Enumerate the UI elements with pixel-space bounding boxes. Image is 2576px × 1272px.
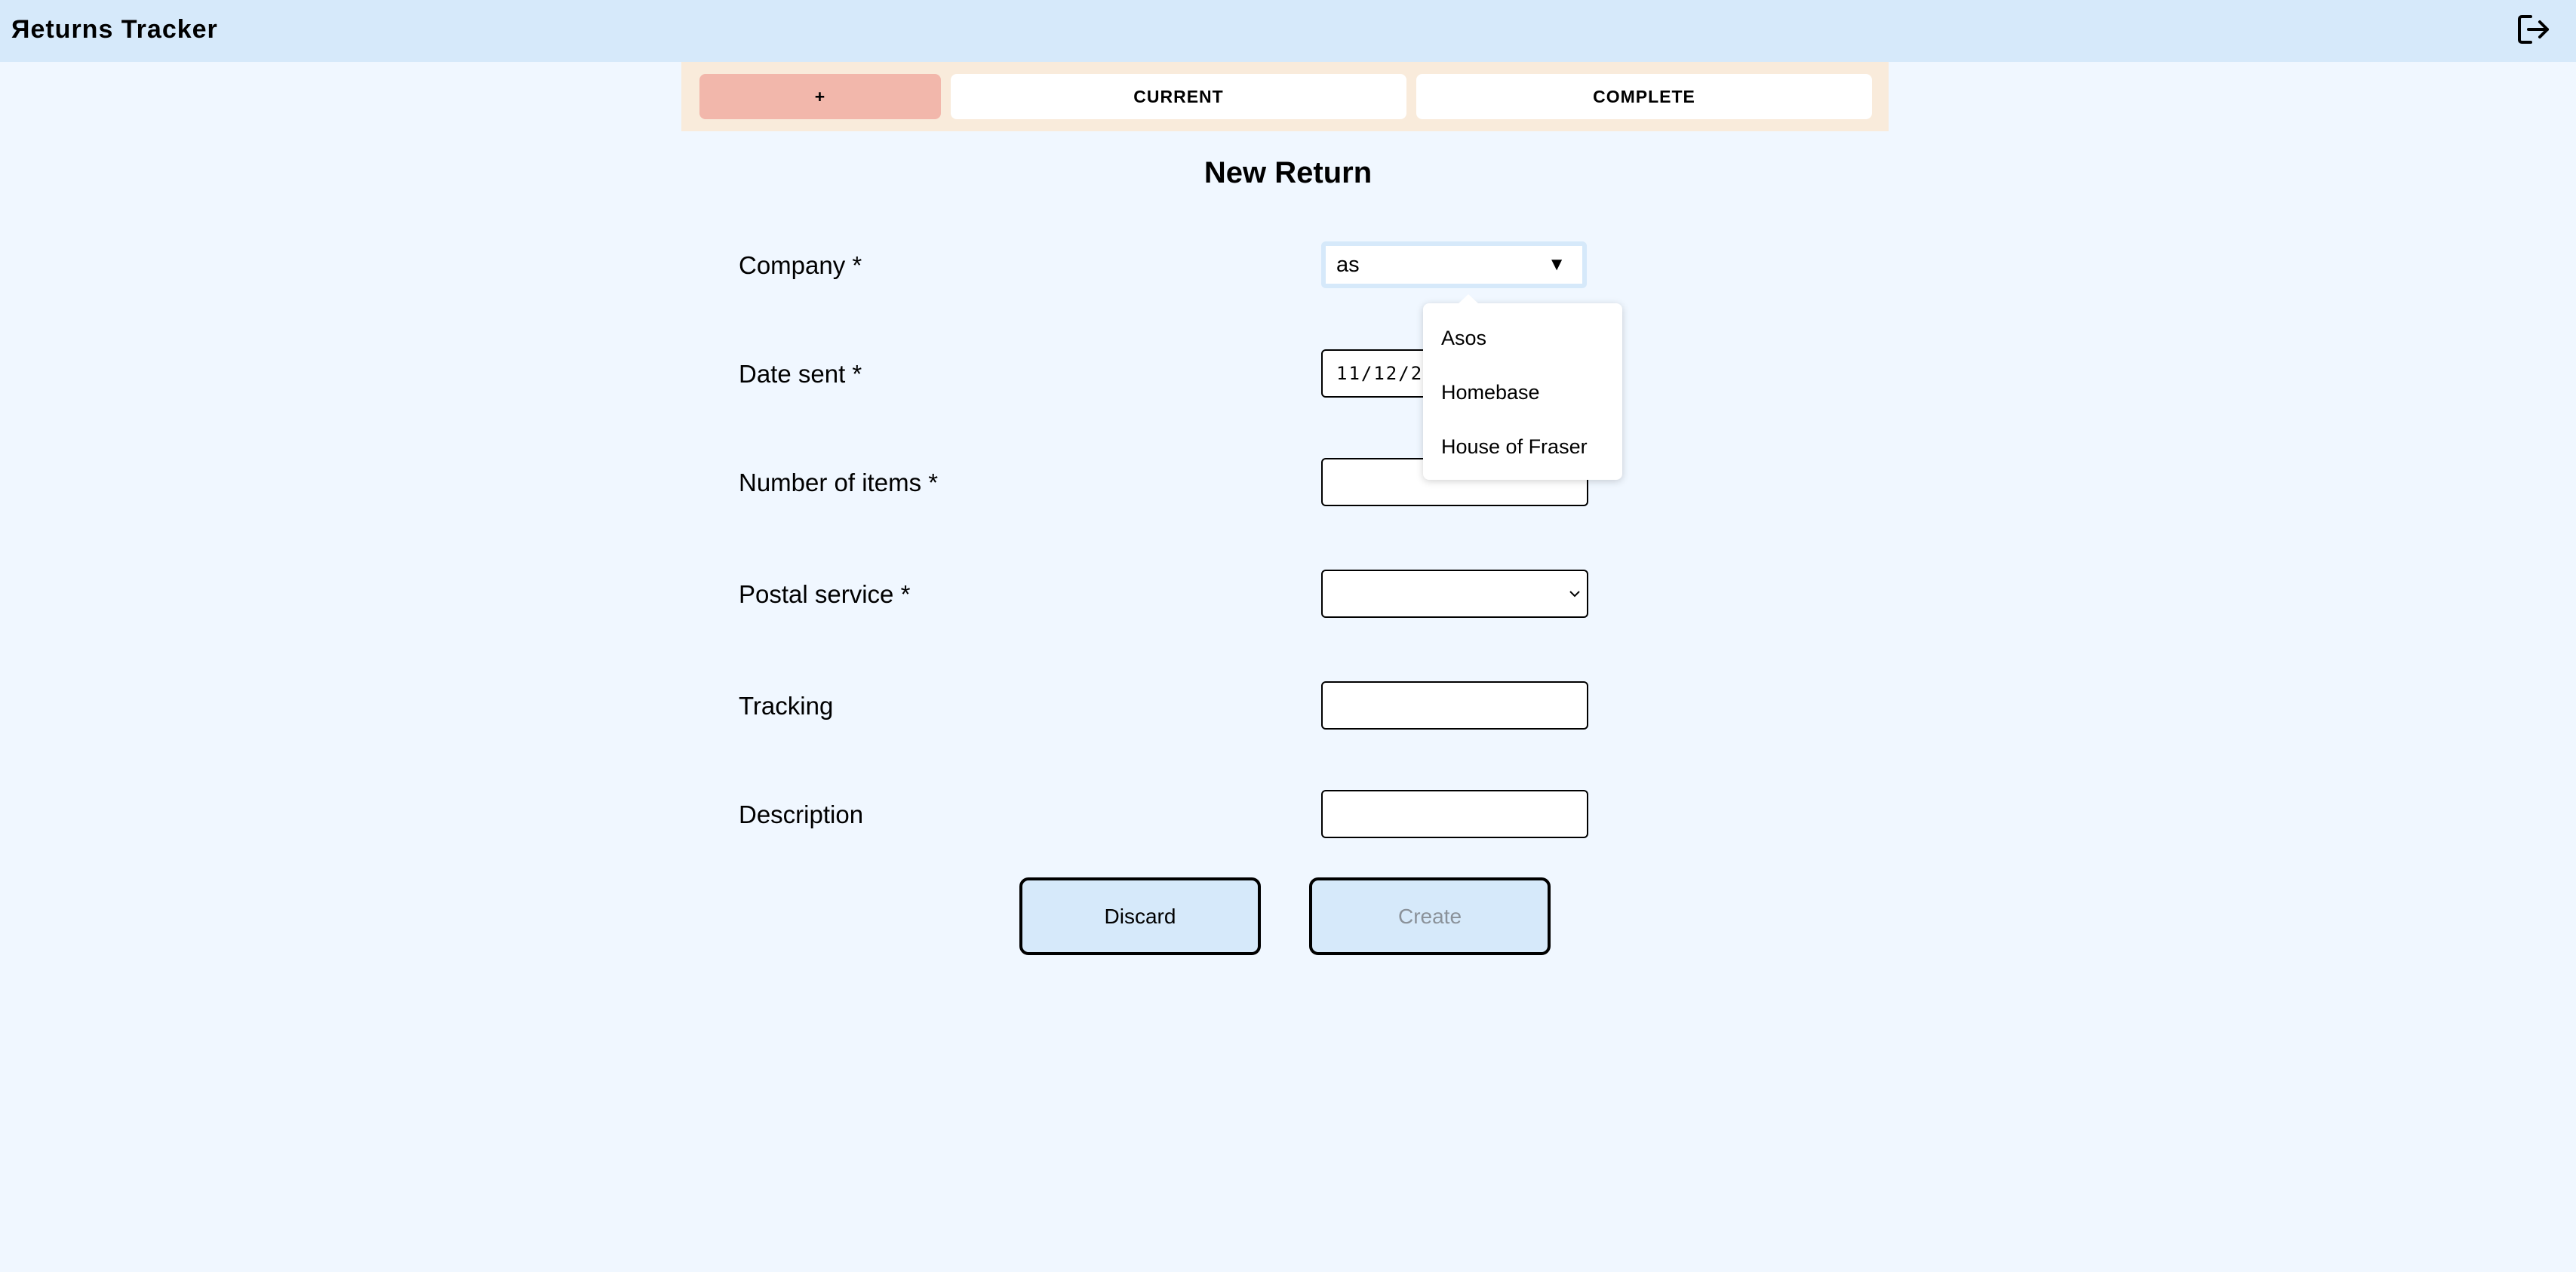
postal-service-label: Postal service * xyxy=(739,580,911,608)
create-button[interactable]: Create xyxy=(1309,877,1551,955)
logout-button[interactable] xyxy=(2517,14,2550,45)
chevron-down-icon xyxy=(1567,586,1582,601)
postal-service-select[interactable] xyxy=(1321,570,1588,618)
date-sent-label: Date sent * xyxy=(739,360,862,388)
company-label: Company * xyxy=(739,251,862,279)
tab-bar xyxy=(681,62,1889,131)
company-combobox[interactable] xyxy=(1321,241,1587,288)
company-suggestions-dropdown xyxy=(1423,303,1622,480)
date-sent-value: 11/12/2 xyxy=(1336,363,1424,384)
dropdown-caret xyxy=(1458,294,1479,304)
logout-icon xyxy=(2517,14,2550,45)
app-title: Яeturns Tracker xyxy=(11,15,218,44)
description-input[interactable] xyxy=(1321,790,1588,838)
tab-current[interactable]: CURRENT xyxy=(951,74,1406,119)
triangle-down-icon[interactable]: ▼ xyxy=(1548,254,1566,275)
dropdown-option-homebase[interactable]: Homebase xyxy=(1441,381,1540,404)
tab-new-return[interactable]: + xyxy=(699,74,941,119)
description-label: Description xyxy=(739,800,864,828)
company-input-value[interactable]: as xyxy=(1336,252,1360,277)
page-title: New Return xyxy=(1203,156,1373,189)
number-of-items-label: Number of items * xyxy=(739,469,939,496)
dropdown-option-house-of-fraser[interactable]: House of Fraser xyxy=(1441,435,1588,458)
app-header xyxy=(0,0,2576,62)
dropdown-option-asos[interactable]: Asos xyxy=(1441,327,1487,349)
tracking-label: Tracking xyxy=(739,692,834,720)
tab-complete[interactable]: COMPLETE xyxy=(1416,74,1872,119)
tracking-input[interactable] xyxy=(1321,681,1588,730)
discard-button[interactable]: Discard xyxy=(1019,877,1261,955)
